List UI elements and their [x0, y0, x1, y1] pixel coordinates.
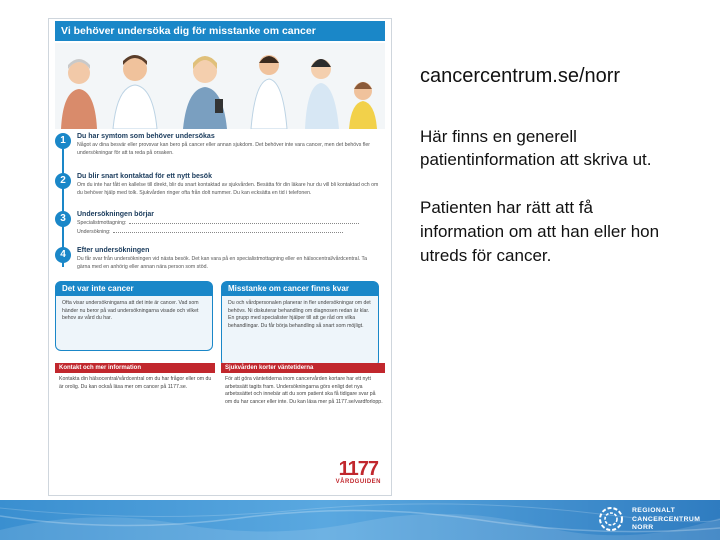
step-number: 4: [55, 247, 71, 263]
step-title: Du har symtom som behöver undersökas: [77, 133, 215, 140]
step-title: Du blir snart kontaktad för ett nytt besök: [77, 173, 212, 180]
step-number: 1: [55, 133, 71, 149]
logo-1177: 1177 VÅRDGUIDEN: [335, 458, 381, 485]
step-title: Efter undersökningen: [77, 247, 150, 254]
step-text: Något av dina besvär eller provsvar kan bero på cancer eller annan sjukdom. Det behöver inte vara cancer, men det behövs fler undersökningar för att ta reda på orsaken.: [77, 142, 370, 156]
paragraph-2-line-2: information om att han eller hon: [420, 222, 660, 241]
logo-line-2: CANCERCENTRUM: [632, 515, 701, 523]
waiting-times-text: För att göra väntetiderna inom cancervården kortare har ett nytt arbetssätt tagits fram. Undersökningarna görs enligt det nya arbetssättet och innebär att du som patient ska få tidigare svar på om du har cancer eller inte. Du kan läsa mer på 1177.se/vardforlopp.: [225, 376, 383, 405]
box-title: Det var inte cancer: [56, 282, 212, 296]
box-suspicion-remains: [221, 281, 379, 367]
paragraph-2-line-1: Patienten har rätt att få: [420, 198, 593, 217]
cancer-center-mark-icon: [598, 506, 624, 532]
box-text: Du och vårdpersonalen planerar in fler undersökningar om det behövs. Ni diskuterar behandling om diagnosen redan är klar. En grupp med specialister hjälper till att ge råd om vilka behandlingar. Du får börja behandling så snart som möjligt.: [228, 300, 371, 329]
contact-heading: Kontakt och mer information: [55, 363, 215, 373]
logo-line-3: NORR: [632, 524, 654, 531]
paragraph-1-line-2: patientinformation att skriva ut.: [420, 150, 652, 169]
paragraph-2-line-3: utreds för cancer.: [420, 246, 552, 265]
paragraph-1-line-1: Här finns en generell: [420, 127, 577, 146]
regional-cancer-center-logo: [598, 504, 716, 536]
step-title: Undersökningen börjar: [77, 211, 155, 218]
step-text: Om du inte har fått en kallelse till direkt, blir du snart kontaktad av sjukvården. Besätta för din läkare hur du vill bli kontaktad och om du behöver hjälp med tolk. Sjukvården ringer ofta från dolt nummer. Du kan ecksätta en tid i telefonen.: [77, 182, 379, 196]
patient-leaflet: [48, 18, 392, 496]
people-illustration: [55, 43, 385, 129]
step-text: Du får svar från undersökningen vid nästa besök. Det kan vara på en specialistmottagning eller en hälsocentral/vårdcentral. Ta gärna med en anhörig eller annan nära person som stöd.: [77, 256, 367, 270]
waiting-times-heading: Sjukvården korter väntetiderna: [221, 363, 385, 373]
field-examination: Undersökning:: [77, 229, 343, 235]
step-number: 3: [55, 211, 71, 227]
field-specialist: Specialistmottagning:: [77, 220, 359, 226]
box-not-cancer: [55, 281, 213, 351]
box-text: Ofta visar undersökningarna att det inte är cancer. Vad som händer nu beror på vad undersökningarna visade och vilket behov av vård du har.: [62, 300, 199, 321]
url-text: cancercentrum.se/norr: [420, 65, 621, 87]
step-number: 2: [55, 173, 71, 189]
contact-text: Kontakta din hälsocentral/vårdcentral om du har frågor eller om du är orolig. Du kan också läsa mer om cancer på 1177.se.: [59, 376, 212, 390]
box-title: Misstanke om cancer finns kvar: [222, 282, 378, 296]
logo-line-1: REGIONALT: [632, 507, 676, 514]
leaflet-illustration: [55, 43, 385, 129]
leaflet-title: Vi behöver undersöka dig för misstanke om cancer: [55, 21, 385, 41]
